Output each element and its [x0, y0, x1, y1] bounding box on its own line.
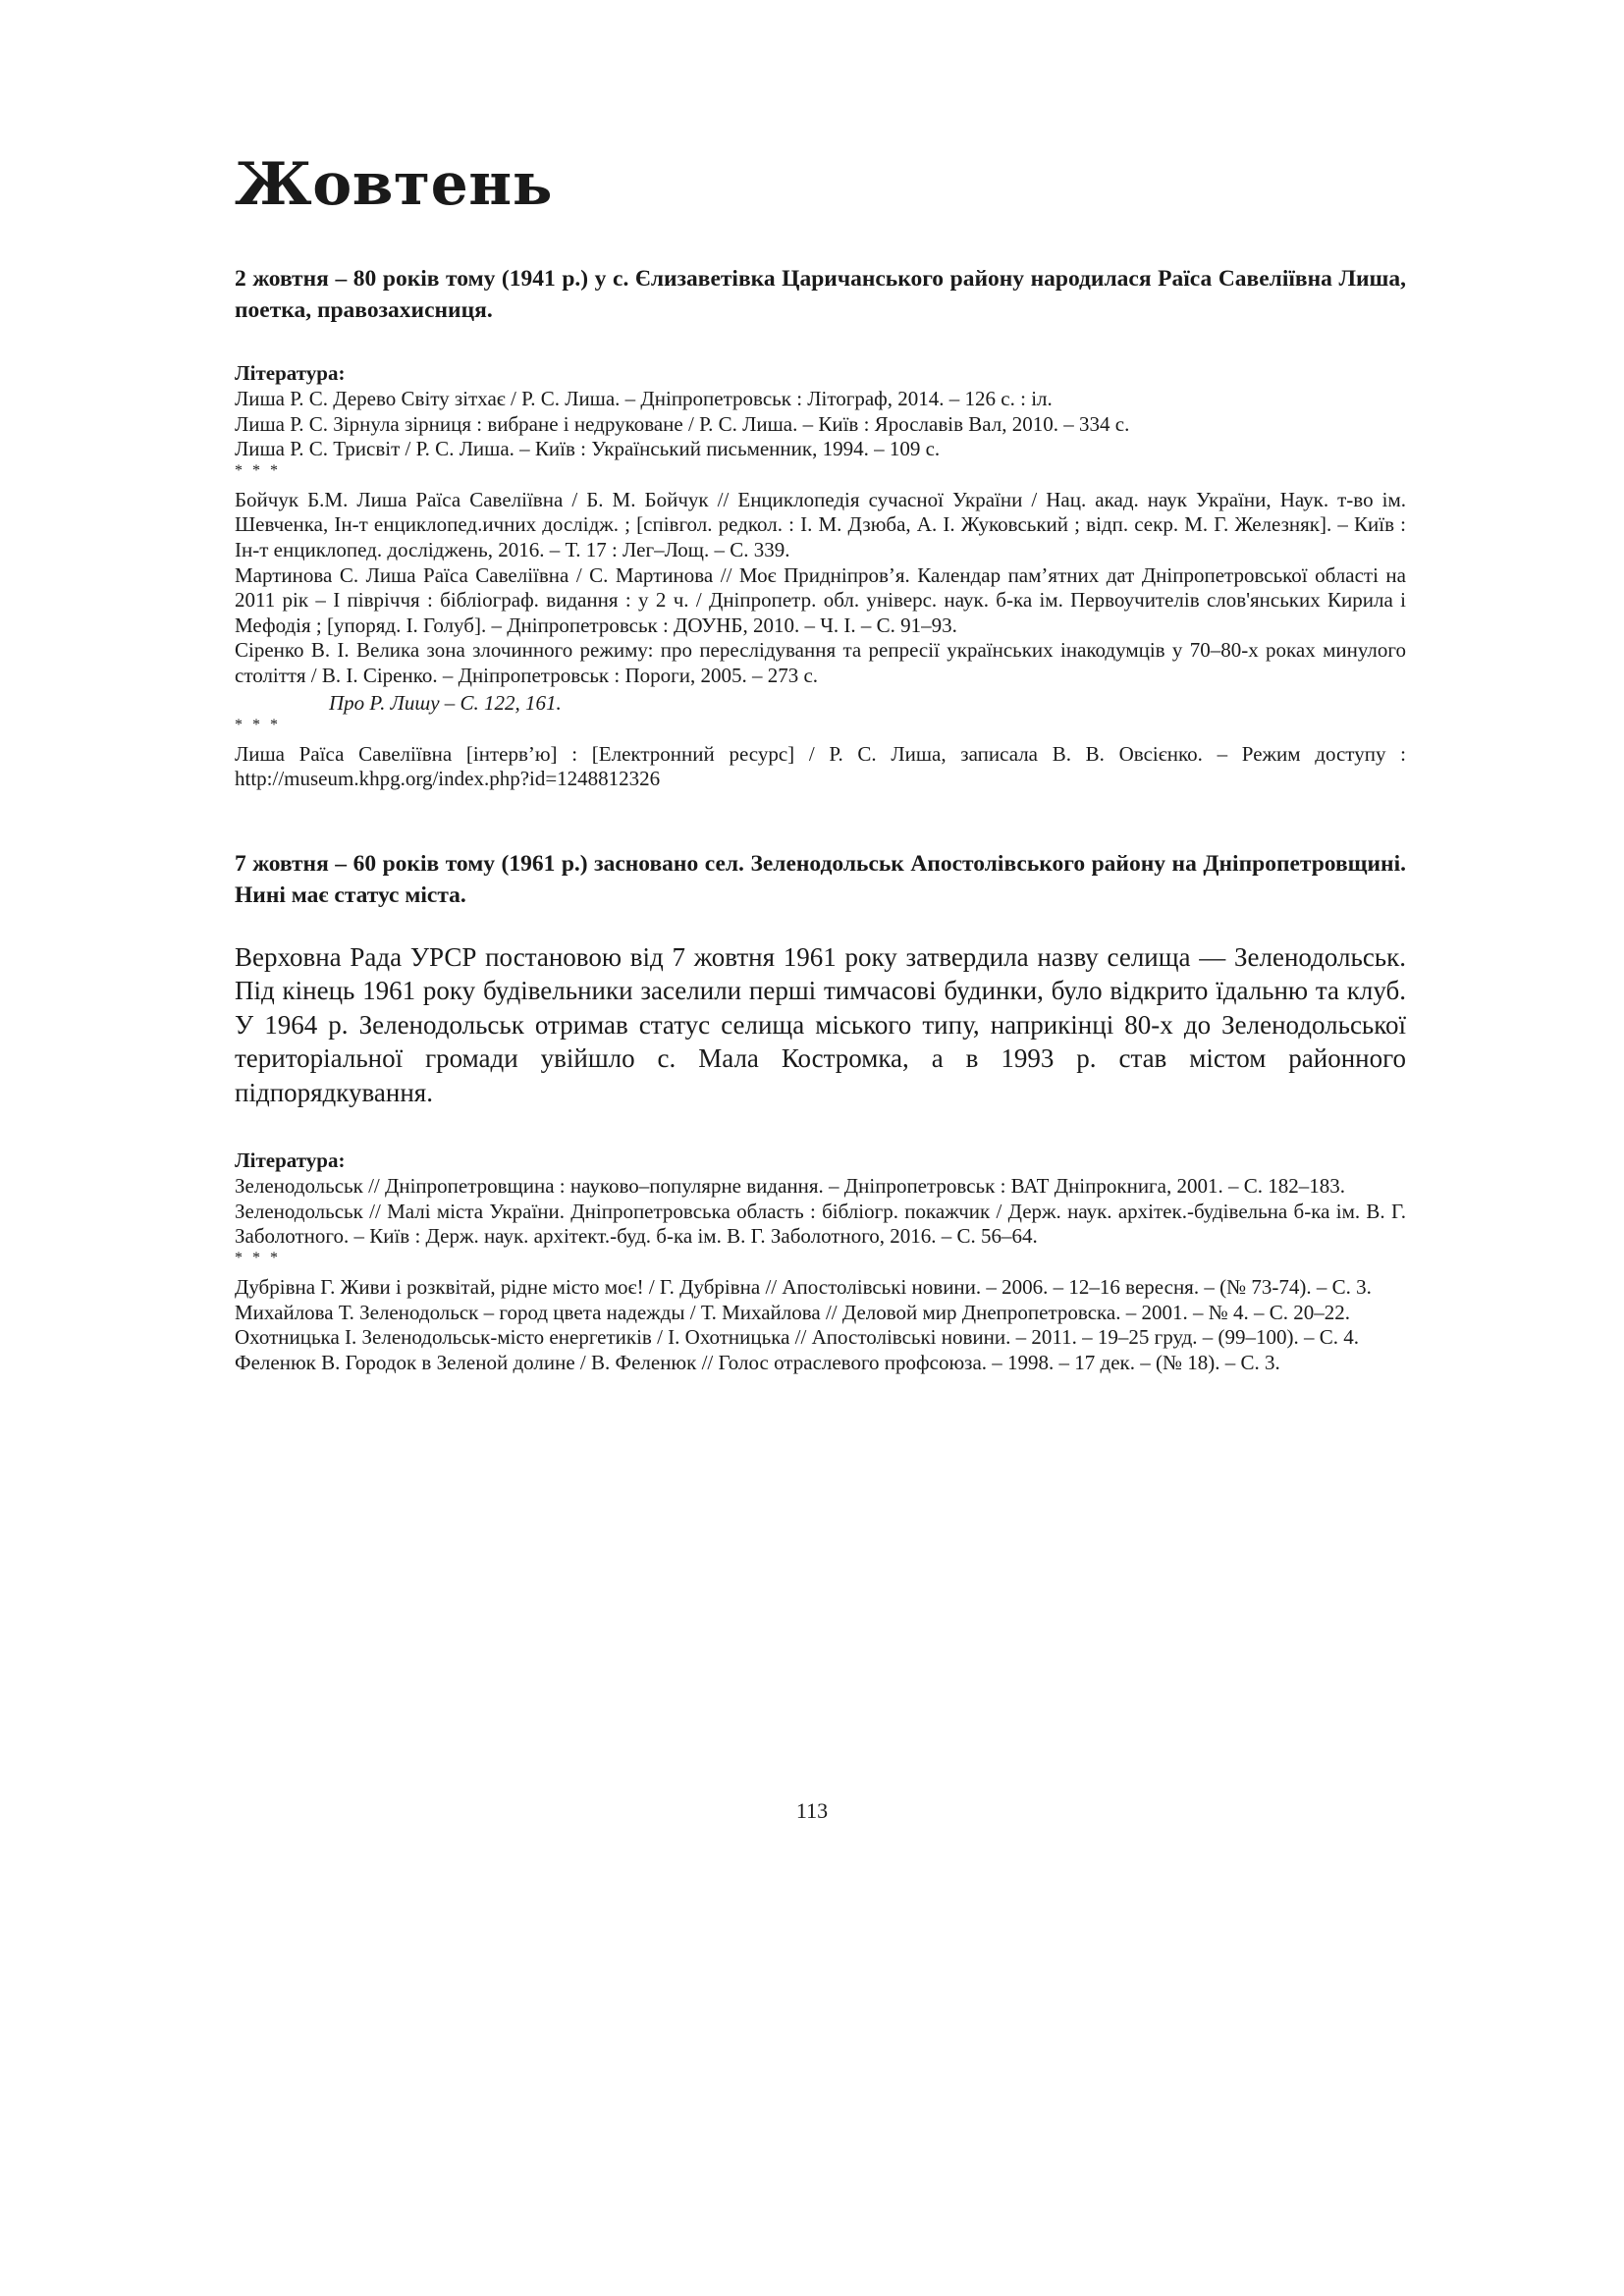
reference-item: Лиша Р. С. Трисвіт / Р. С. Лиша. – Київ : Український письменник, 1994. – 109 с. — [235, 437, 941, 461]
reference-item: Михайлова Т. Зеленодольск – город цвета надежды / Т. Михайлова // Деловой мир Днепропетровска. – 2001. – № 4. – С. 20–22. — [235, 1300, 1351, 1324]
page-title: Жовтень — [235, 150, 553, 219]
event-section-2 — [235, 848, 1406, 1376]
reference-item: Сіренко В. І. Велика зона злочинного режиму: про переслідування та репресії українських інакодумців у 70–80-х роках минулого століття / В. І. Сіренко. – Дніпропетровськ : Пороги, 2005. – 273 с. — [235, 638, 1406, 687]
section-separator: * * * — [235, 461, 281, 479]
reference-item: Охотницька І. Зеленодольськ-місто енергетиків / І. Охотницька // Апостолівські новини. – 2011. – 19–25 груд. – (99–100). – С. 4. — [235, 1325, 1360, 1350]
reference-item: Дубрівна Г. Живи і розквітай, рідне місто моє! / Г. Дубрівна // Апостолівські новини. – 2006. – 12–16 вересня. – (№ 73-74). – С. 3. — [235, 1275, 1372, 1299]
reference-list — [235, 387, 1406, 462]
reference-item: Зеленодольськ // Дніпропетровщина : науково–популярне видання. – Дніпропетровськ : ВАТ Дніпрокнига, 2001. – С. 182–183. — [235, 1174, 1345, 1199]
event-heading: 7 жовтня – 60 років тому (1961 р.) засновано сел. Зеленодольськ Апостолівського району на Дніпропетровщині. Нині має статус міста. — [235, 850, 1406, 908]
reference-item: Мартинова С. Лиша Раїса Савеліївна / С. Мартинова // Моє Придніпров’я. Календар пам’ятних дат Дніпропетровської області на 2011 рік – І півріччя : бібліограф. видання : у 2 ч. / Дніпропетр. обл. універс. наук. б-ка ім. Первоучителів слов'янських Кирила і Мефодія ; [упоряд. І. Голуб]. – Дніпропетровськ : ДОУНБ, 2010. – Ч. І. – С. 91–93. — [235, 562, 1406, 637]
event-section-1 — [235, 263, 1406, 792]
reference-item: Зеленодольськ // Малі міста України. Дніпропетровська область : бібліогр. покажчик / Держ. наук. архітек.-будівельна б-ка ім. В. Г. Заболотного. – Київ : Держ. наук. архітект.-буд. б-ка ім. В. Г. Заболотного, 2016. – С. 56–64. — [235, 1199, 1406, 1249]
section-separator: * * * — [235, 716, 281, 733]
reference-item: Бойчук Б.М. Лиша Раїса Савеліївна / Б. М. Бойчук // Енциклопедія сучасної України / Нац. акад. наук України, Наук. т-во ім. Шевченка, Ін-т енциклопед.ичних дослідж. ; [співгол. редкол. : І. М. Дзюба, А. І. Жуковський ; відп. секр. М. Г. Железняк]. – Київ : Ін-т енциклопед. досліджень, 2016. – Т. 17 : Лег–Лощ. – С. 339. — [235, 487, 1406, 561]
reference-item: Феленюк В. Городок в Зеленой долине / В. Феленюк // Голос отраслевого профсоюза. – 1998. – 17 дек. – (№ 18). – С. 3. — [235, 1350, 1280, 1374]
reference-item: Лиша Р. С. Дерево Світу зітхає / Р. С. Лиша. – Дніпропетровськ : Літограф, 2014. – 126 с. : іл. — [235, 387, 1053, 410]
event-description: Верховна Рада УРСР постановою від 7 жовтня 1961 року затвердила назву селища — Зеленодольськ. Під кінець 1961 року будівельники заселили перші тимчасові будинки, було відкрито їдальню та клуб. У 1964 р. Зеленодольськ отримав статус селища міського типу, наприкінці 80-х до Зеленодольської територіальної громади увійшло с. Мала Костромка, а в 1993 р. став містом районного підпорядкування. — [235, 941, 1406, 1107]
event-heading: 2 жовтня – 80 років тому (1941 р.) у с. Єлизаветівка Царичанського району народилася Раїса Савеліївна Лиша, поетка, правозахисниця. — [235, 266, 1406, 323]
section-separator: * * * — [235, 1250, 281, 1266]
reference-list — [235, 1275, 1406, 1375]
reference-item: Лиша Раїса Савеліївна [інтерв’ю] : [Електронний ресурс] / Р. С. Лиша, записала В. В. Овсієнко. – Режим доступу : http://museum.khpg.org/index.php?id=1248812326 — [235, 741, 1406, 791]
reference-list — [235, 488, 1406, 689]
literature-label: Література: — [235, 361, 346, 385]
page-number: 113 — [795, 1798, 829, 1823]
page-content — [235, 147, 1406, 1375]
literature-label: Література: — [235, 1148, 346, 1173]
reference-list — [235, 742, 1406, 792]
reference-item: Лиша Р. С. Зірнула зірниця : вибране і недруковане / Р. С. Лиша. – Київ : Ярославів Вал, 2010. – 334 с. — [235, 411, 1130, 436]
reference-note: Про Р. Лишу – С. 122, 161. — [329, 690, 562, 715]
reference-list — [235, 1174, 1406, 1250]
